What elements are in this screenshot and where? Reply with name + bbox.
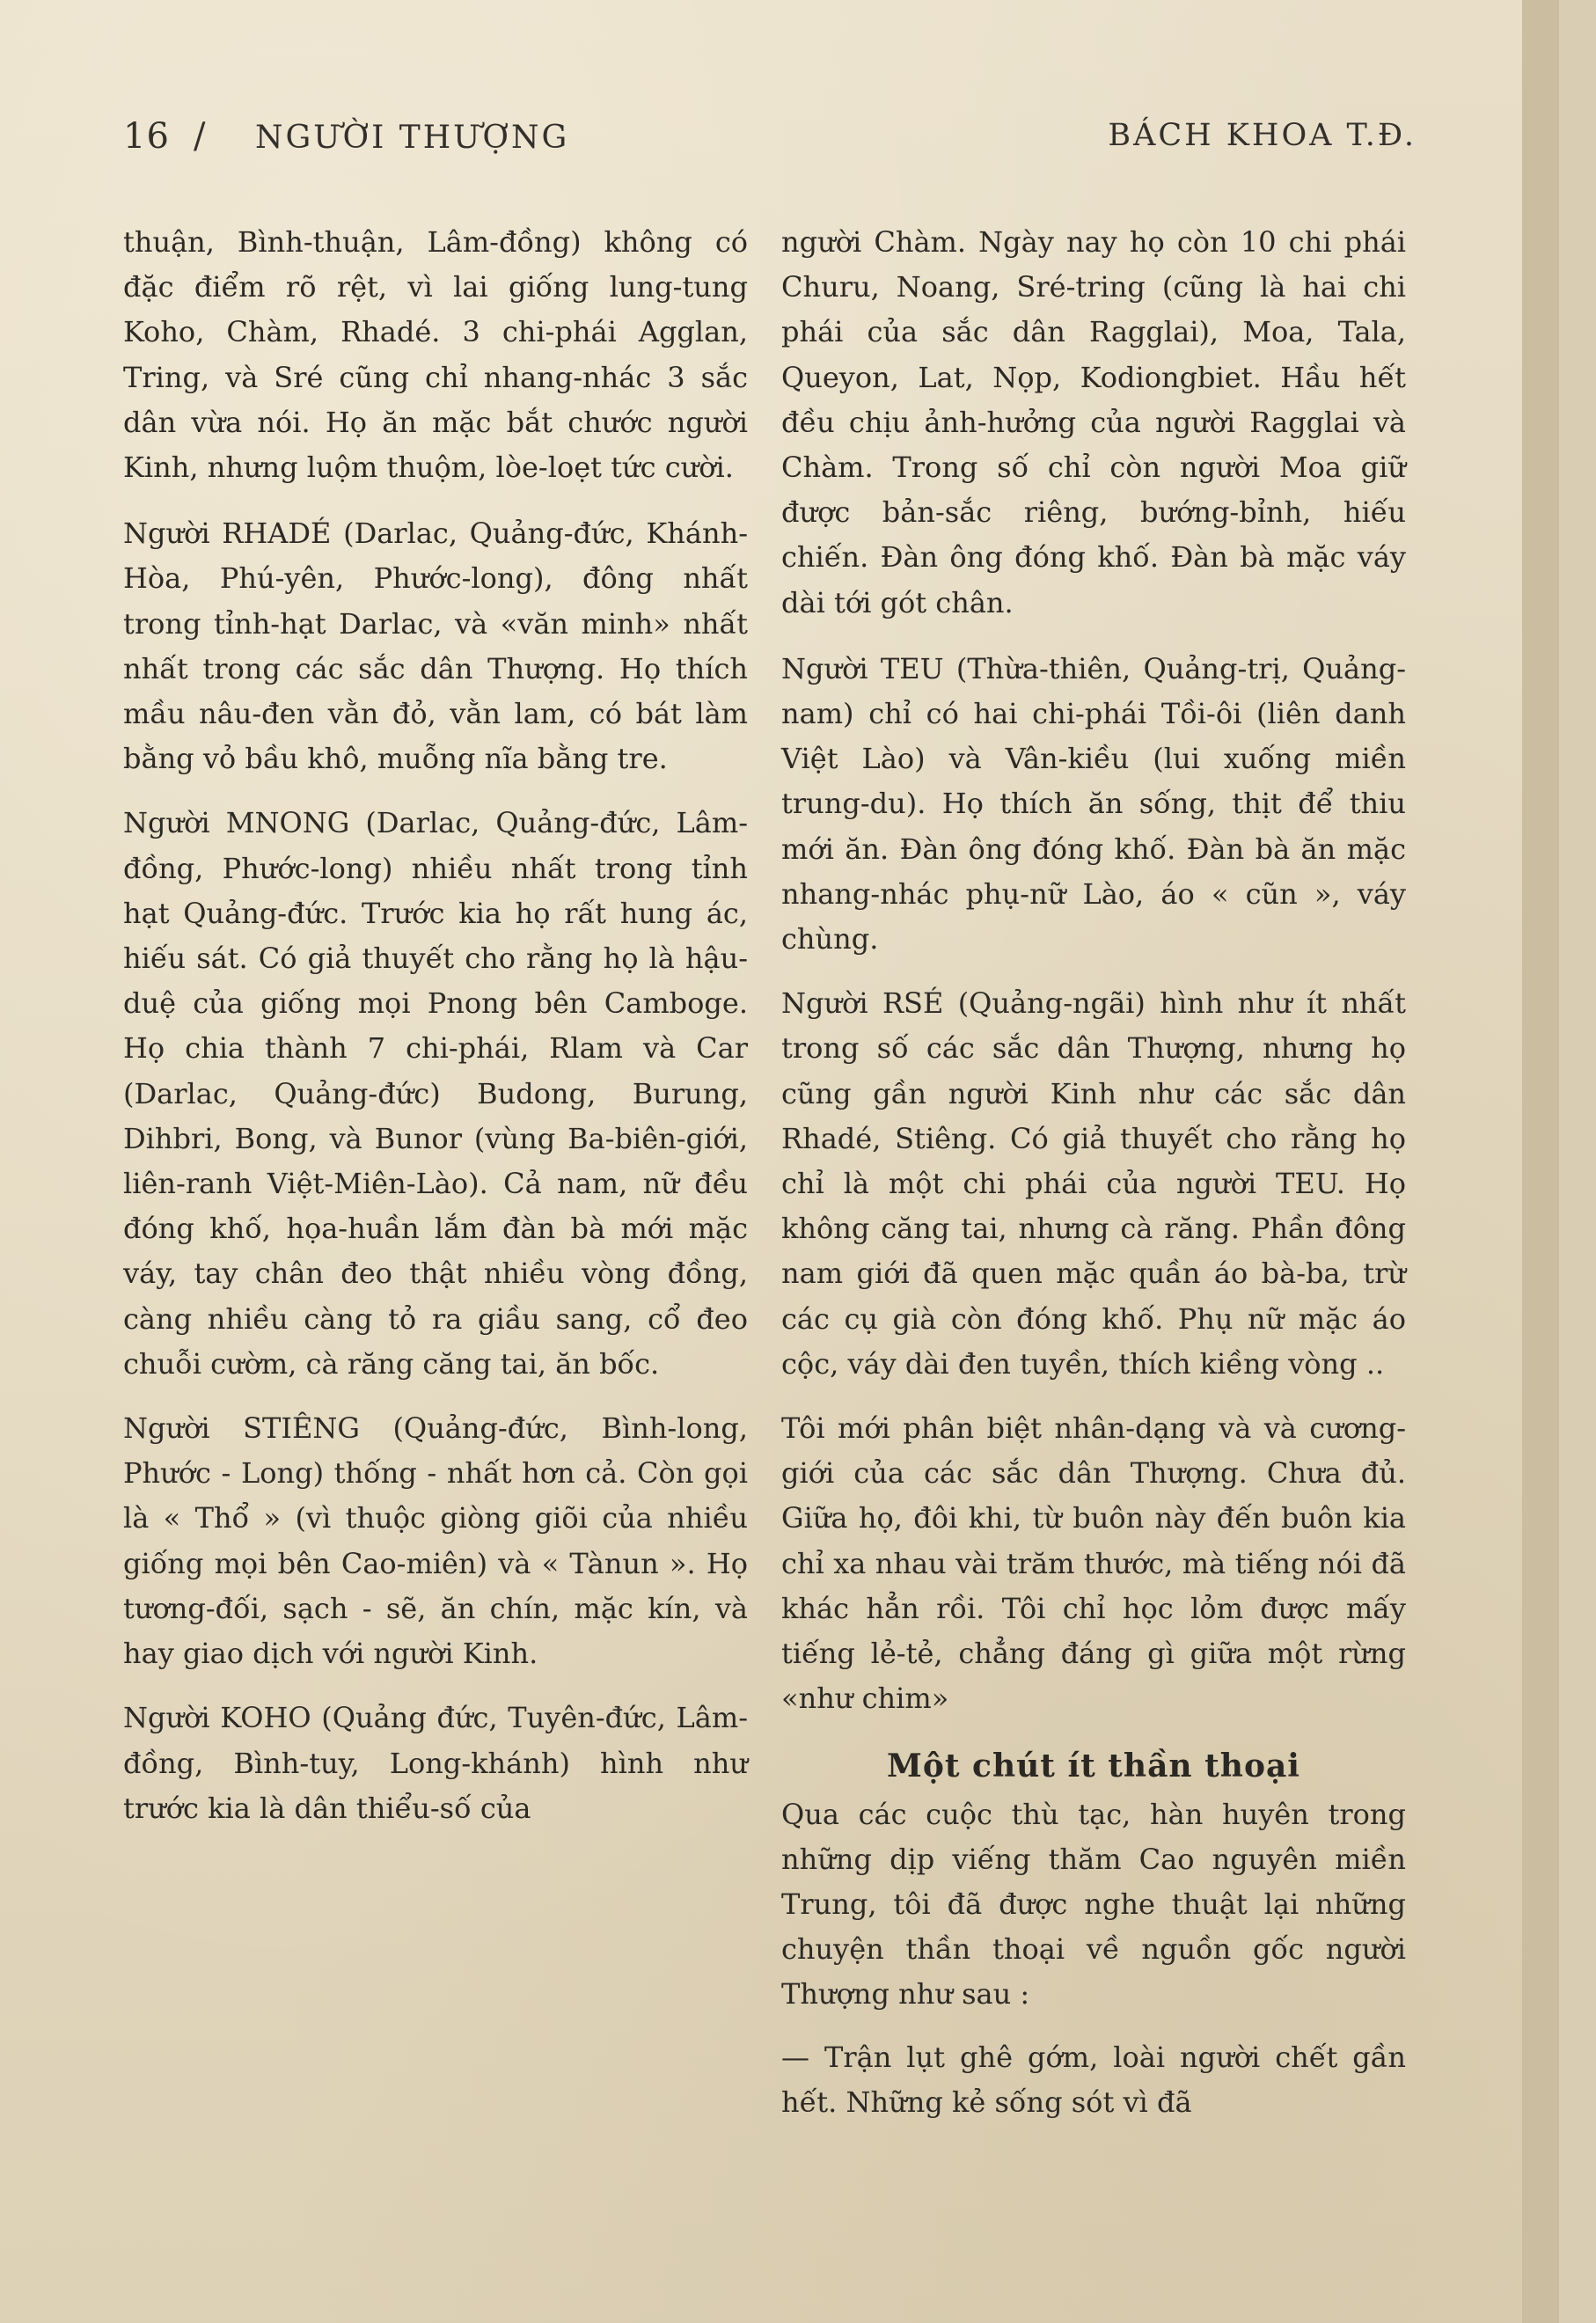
paragraph-rhade: Người RHADÉ (Darlac, Quảng-đức, Khánh-Hòa, Phú-yên, Phước-long), đông nhất trong tỉnh-hạt Darlac, và «văn minh» nhất nhất trong các sắc dân Thượng. Họ thích mầu nâu-đen vằn đỏ, vằn lam, có bát làm bằng vỏ bầu khô, muỗng nĩa bằng tre.	[123, 517, 748, 776]
paragraph-continuation: thuận, Bình-thuận, Lâm-đồng) không có đặc điểm rõ rệt, vì lai giống lung-tung Koho, Chàm, Rhadé. 3 chi-phái Agglan, Tring, và Sré cũng chỉ nhang-nhác 3 sắc dân vừa nói. Họ ăn mặc bắt chước người Kinh, nhưng luộm thuộm, lòe-loẹt tức cười.	[123, 225, 748, 485]
magazine-title: BÁCH KHOA T.Đ.	[1108, 118, 1417, 153]
paragraph-myth-flood: — Trận lụt ghê gớm, loài người chết gần hết. Những kẻ sống sót vì đã	[781, 2040, 1406, 2119]
paragraph-mnong: Người MNONG (Darlac, Quảng-đức, Lâm-đồng, Phước-long) nhiều nhất trong tỉnh hạt Quảng-đức. Trước kia họ rất hung ác, hiếu sát. Có giả thuyết cho rằng họ là hậu-duệ của giống mọi Pnong bên Camboge. Họ chia thành 7 chi-phái, Rlam và Car (Darlac, Quảng-đức) Budong, Burung, Dihbri, Bong, và Bunor (vùng Ba-biên-giới, liên-ranh Việt-Miên-Lào). Cả nam, nữ đều đóng khố, họa-huần lắm đàn bà mới mặc váy, tay chân đeo thật nhiều vòng đồng, càng nhiều càng tỏ ra giầu sang, cổ đeo chuỗi cườm, cà răng căng tai, ăn bốc.	[123, 806, 748, 1381]
page-number: 16	[123, 116, 170, 157]
section-heading: Một chút ít thần thoại	[887, 1747, 1300, 1784]
page-header	[123, 116, 1417, 169]
paragraph-language: Tôi mới phân biệt nhân-dạng và và cương-giới của các sắc dân Thượng. Chưa đủ. Giữa họ, đôi khi, từ buôn này đến buôn kia chỉ xa nhau vài trăm thước, mà tiếng nói đã khác hẳn rồi. Tôi chỉ học lỏm được mấy tiếng lẻ-tẻ, chẳng đáng gì giữa một rừng «như chim»	[781, 1411, 1406, 1716]
right-column	[781, 220, 1406, 2144]
paragraph-stieng: Người STIÊNG (Quảng-đức, Bình-long, Phước - Long) thống - nhất hơn cả. Còn gọi là « Thổ » (vì thuộc giòng giõi của nhiều giống mọi bên Cao-miên) và « Tànun ». Họ tương-đối, sạch - sẽ, ăn chín, mặc kín, và hay giao dịch với người Kinh.	[123, 1411, 748, 1671]
left-column	[123, 220, 748, 1850]
page-edge	[1522, 0, 1559, 2323]
section-title: NGƯỜI THƯỢNG	[255, 120, 570, 156]
paragraph-myth-intro: Qua các cuộc thù tạc, hàn huyên trong những dịp viếng thăm Cao nguyên miền Trung, tôi đã được nghe thuật lại những chuyện thần thoại về nguồn gốc người Thượng như sau :	[781, 1797, 1406, 2012]
header-separator: /	[194, 116, 206, 157]
paragraph-rse: Người RSÉ (Quảng-ngãi) hình như ít nhất trong số các sắc dân Thượng, nhưng họ cũng gần người Kinh như các sắc dân Rhadé, Stiêng. Có giả thuyết cho rằng họ chỉ là một chi phái của người TEU. Họ không căng tai, nhưng cà răng. Phần đông nam giới đã quen mặc quần áo bà-ba, trừ các cụ già còn đóng khố. Phụ nữ mặc áo cộc, váy dài đen tuyền, thích kiềng vòng ..	[781, 986, 1406, 1381]
paragraph-teu: Người TEU (Thừa-thiên, Quảng-trị, Quảng-nam) chỉ có hai chi-phái Tồi-ôi (liên danh Việt Lào) và Vân-kiều (lui xuống miền trung-du). Họ thích ăn sống, thịt để thiu mới ăn. Đàn ông đóng khố. Đàn bà ăn mặc nhang-nhác phụ-nữ Lào, áo « cũn », váy chùng.	[781, 651, 1406, 956]
paragraph-koho: Người KOHO (Quảng đức, Tuyên-đức, Lâm-đồng, Bình-tuy, Long-khánh) hình như trước kia là dân thiểu-số của	[123, 1701, 748, 1825]
paragraph-koho-continued: người Chàm. Ngày nay họ còn 10 chi phái Churu, Noang, Sré-tring (cũng là hai chi phái của sắc dân Ragglai), Moa, Tala, Queyon, Lat, Nọp, Kodiongbiet. Hầu hết đều chịu ảnh-hưởng của người Ragglai và Chàm. Trong số chỉ còn người Moa giữ được bản-sắc riêng, bướng-bỉnh, hiếu chiến. Đàn ông đóng khố. Đàn bà mặc váy dài tới gót chân.	[781, 225, 1406, 619]
